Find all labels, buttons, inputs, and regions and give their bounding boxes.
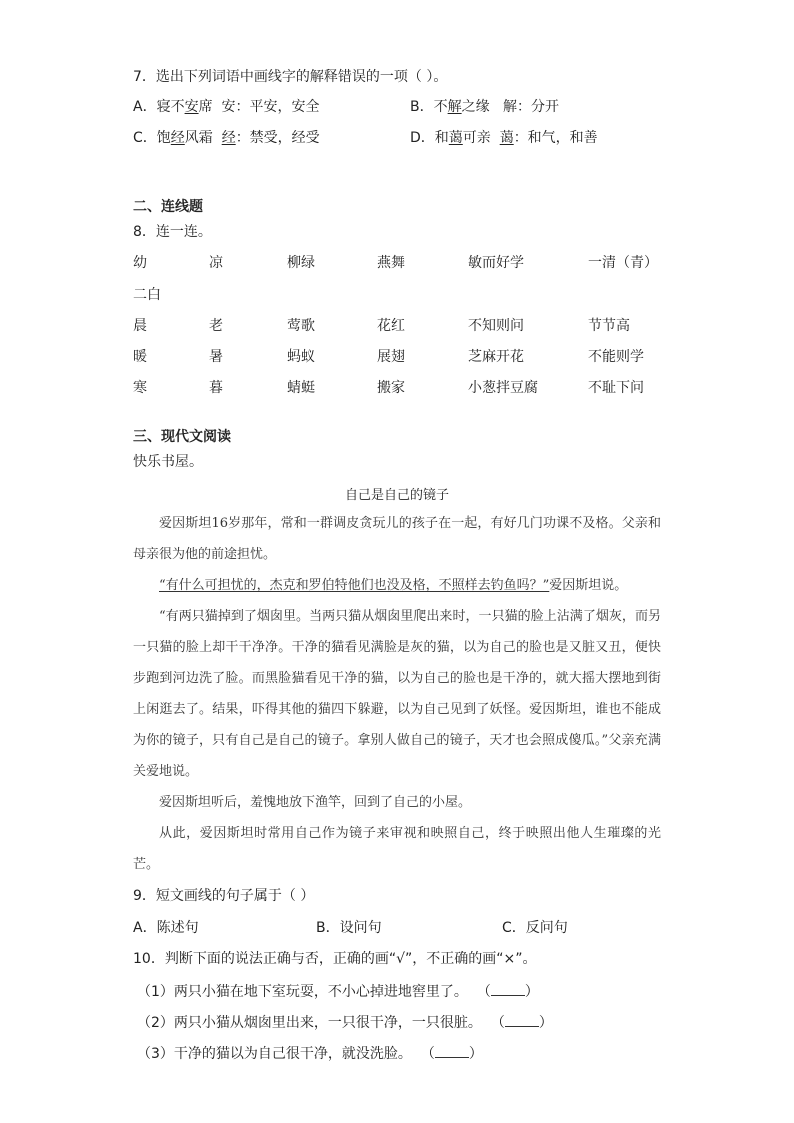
match-cell[interactable]: 柳绿	[287, 255, 315, 271]
answer-blank[interactable]	[435, 1043, 469, 1058]
q10-item-2: （2）两只小猫从烟囱里出来，一只很干净，一只很脏。 （ ）	[137, 1012, 553, 1033]
match-cell[interactable]: 芝麻开花	[468, 349, 524, 365]
q7-option-d[interactable]: D．和蔼可亲 蔼：和气，和善	[410, 130, 598, 146]
match-cell[interactable]: 老	[209, 318, 223, 334]
passage-title: 自己是自己的镜子	[344, 488, 449, 503]
passage-paragraph-3: “有两只猫掉到了烟囱里。当两只猫从烟囱里爬出来时，一只猫的脸上沾满了烟灰，而另一只猫的脸上却干干净净。干净的猫看见满脸是灰的猫，以为自己的脸也是又脏又丑，便快步跑到河边洗了脸。而黑脸猫看见干净的猫，以为自己的脸也是干净的，就大摇大摆地到街上闲逛去了。结果，吓得其他的猫四下躲避，以为自己见到了妖怪。爱因斯坦，谁也不能成为你的镜子，只有自己是自己的镜子。拿别人做自己的镜子，天才也会照成傻瓜。”父亲充满关爱地说。	[133, 609, 661, 779]
q9-option-b[interactable]: B．设问句	[316, 920, 382, 936]
match-cell[interactable]: 小葱拌豆腐	[468, 380, 538, 396]
passage-paragraph-4: 爱因斯坦听后，羞愧地放下渔竿，回到了自己的小屋。	[159, 795, 472, 810]
match-cell[interactable]: 不耻下问	[588, 380, 644, 396]
match-cell[interactable]: 搬家	[377, 380, 405, 396]
answer-blank[interactable]	[505, 1012, 539, 1027]
q7-option-a[interactable]: A．寝不安席 安：平安，安全	[133, 99, 320, 115]
match-cell[interactable]: 晨	[133, 318, 147, 334]
section-2-title: 二、连线题	[133, 199, 203, 215]
match-cell-wrap: 二白	[133, 287, 161, 303]
q7-option-b[interactable]: B．不解之缘 解：分开	[410, 99, 559, 115]
match-cell[interactable]: 暑	[209, 349, 223, 365]
answer-blank[interactable]	[491, 981, 525, 996]
match-cell[interactable]: 蜻蜓	[287, 380, 315, 396]
match-cell[interactable]: 不能则学	[588, 349, 644, 365]
q8-stem: 8．连一连。	[133, 224, 212, 240]
q10-item-1: （1）两只小猫在地下室玩耍，不小心掉进地窖里了。 （ ）	[137, 981, 539, 1002]
q10-item-3: （3）干净的猫以为自己很干净，就没洗脸。 （ ）	[137, 1043, 483, 1064]
q7-stem: 7．选出下列词语中画线字的解释错误的一项（ ）。	[133, 69, 448, 85]
match-cell[interactable]: 莺歌	[287, 318, 315, 334]
passage-paragraph-1: 爱因斯坦16岁那年，常和一群调皮贪玩儿的孩子在一起，有好几门功课不及格。父亲和母亲很为他的前途担忧。	[133, 516, 661, 562]
underlined-sentence: “有什么可担忧的，杰克和罗伯特他们也没及格，不照样去钓鱼吗？”	[159, 578, 550, 593]
passage-paragraph-2: “有什么可担忧的，杰克和罗伯特他们也没及格，不照样去钓鱼吗？”爱因斯坦说。	[159, 578, 628, 593]
match-cell[interactable]: 花红	[377, 318, 405, 334]
match-cell[interactable]: 节节高	[588, 318, 630, 334]
q9-option-a[interactable]: A．陈述句	[133, 920, 199, 936]
match-cell[interactable]: 寒	[133, 380, 147, 396]
match-cell[interactable]: 暮	[209, 380, 223, 396]
match-cell[interactable]: 幼	[133, 255, 147, 271]
match-cell[interactable]: 展翅	[377, 349, 405, 365]
q10-stem: 10．判断下面的说法正确与否，正确的画“√”，不正确的画“×”。	[133, 951, 537, 967]
match-cell[interactable]: 不知则问	[468, 318, 524, 334]
match-cell[interactable]: 燕舞	[377, 255, 405, 271]
match-cell[interactable]: 蚂蚁	[287, 349, 315, 365]
match-cell[interactable]: 一清（青）	[588, 255, 658, 271]
match-cell[interactable]: 暖	[133, 349, 147, 365]
q7-option-c[interactable]: C．饱经风霜 经：禁受，经受	[133, 130, 320, 146]
section-3-title: 三、现代文阅读	[133, 429, 231, 445]
match-cell[interactable]: 凉	[209, 255, 223, 271]
match-cell[interactable]: 敏而好学	[468, 255, 524, 271]
q9-option-c[interactable]: C．反问句	[502, 920, 568, 936]
reading-intro: 快乐书屋。	[133, 454, 203, 470]
q9-stem: 9．短文画线的句子属于（ ）	[133, 888, 315, 904]
passage-paragraph-5: 从此，爱因斯坦时常用自己作为镜子来审视和映照自己，终于映照出他人生璀璨的光芒。	[133, 826, 661, 872]
